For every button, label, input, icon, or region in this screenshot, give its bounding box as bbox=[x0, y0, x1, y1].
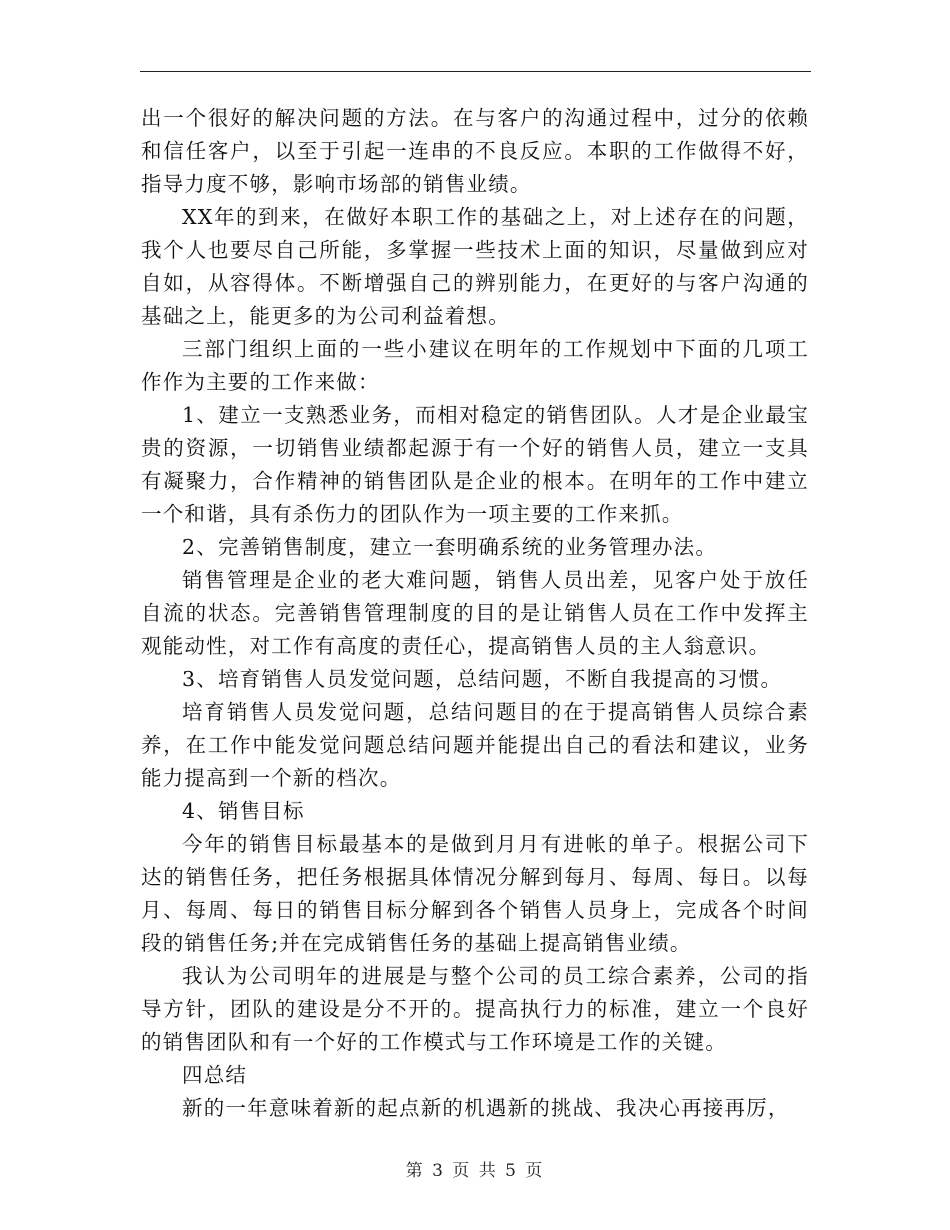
paragraph: XX年的到来，在做好本职工作的基础之上，对上述存在的问题，我个人也要尽自己所能，多掌握一些技术上面的知识，尽量做到应对自如，从容得体。不断增强自己的辨别能力，在更好的与客户沟通的基础之上，能更多的为公司利益着想。 bbox=[141, 205, 809, 328]
header-rule bbox=[140, 71, 811, 72]
paragraph: 2、完善销售制度，建立一套明确系统的业务管理办法。 bbox=[182, 535, 718, 559]
paragraph: 1、建立一支熟悉业务，而相对稳定的销售团队。人才是企业最宝贵的资源，一切销售业绩都起源于有一个好的销售人员，建立一支具有凝聚力，合作精神的销售团队是企业的根本。在明年的工作中建立一个和谐，具有杀伤力的团队作为一项主要的工作来抓。 bbox=[141, 403, 809, 526]
paragraph: 今年的销售目标最基本的是做到月月有进帐的单子。根据公司下达的销售任务，把任务根据具体情况分解到每月、每周、每日。以每月、每周、每日的销售目标分解到各个销售人员身上，完成各个时间段的销售任务;并在完成销售任务的基础上提高销售业绩。 bbox=[141, 832, 809, 955]
paragraph: 培育销售人员发觉问题，总结问题目的在于提高销售人员综合素养，在工作中能发觉问题总结问题并能提出自己的看法和建议，业务能力提高到一个新的档次。 bbox=[141, 700, 809, 790]
paragraph: 新的一年意味着新的起点新的机遇新的挑战、我决心再接再厉， bbox=[182, 1096, 790, 1120]
paragraph: 销售管理是企业的老大难问题，销售人员出差，见客户处于放任自流的状态。完善销售管理制度的目的是让销售人员在工作中发挥主观能动性，对工作有高度的责任心，提高销售人员的主人翁意识。 bbox=[141, 568, 809, 658]
paragraph: 出一个很好的解决问题的方法。在与客户的沟通过程中，过分的依赖和信任客户，以至于引起一连串的不良反应。本职的工作做得不好，指导力度不够，影响市场部的销售业绩。 bbox=[141, 106, 809, 196]
paragraph: 4、销售目标 bbox=[182, 799, 305, 823]
paragraph: 我认为公司明年的进展是与整个公司的员工综合素养，公司的指导方针，团队的建设是分不开的。提高执行力的标准，建立一个良好的销售团队和有一个好的工作模式与工作环境是工作的关键。 bbox=[141, 964, 809, 1054]
document-body bbox=[141, 102, 809, 1125]
page-number-footer: 第 3 页 共 5 页 bbox=[405, 1161, 545, 1181]
paragraph: 四总结 bbox=[182, 1063, 248, 1087]
paragraph: 三部门组织上面的一些小建议在明年的工作规划中下面的几项工作作为主要的工作来做： bbox=[141, 337, 809, 394]
paragraph: 3、培育销售人员发觉问题，总结问题，不断自我提高的习惯。 bbox=[182, 667, 783, 691]
